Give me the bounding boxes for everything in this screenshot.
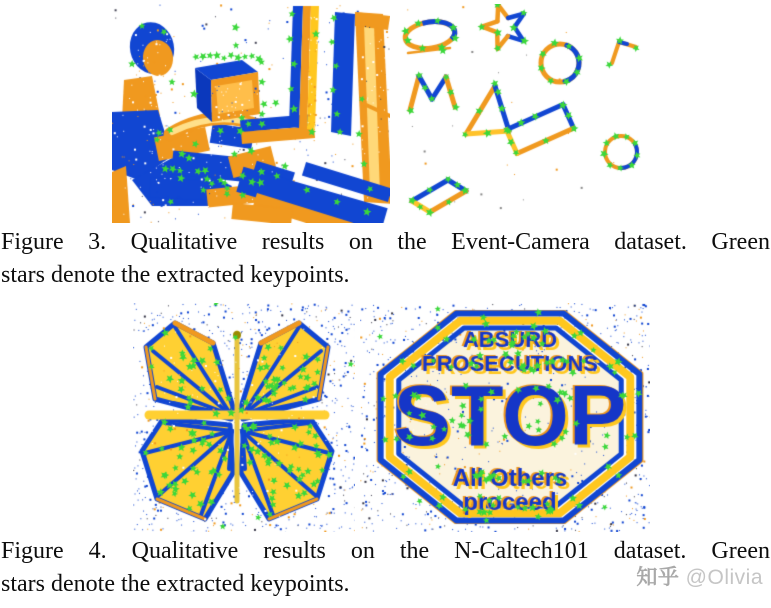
figure4-caption-line1: Figure 4. Qualitative results on the N-Caltech101 dataset. Green bbox=[1, 538, 770, 564]
zhihu-watermark-brand: 知乎 bbox=[636, 566, 680, 589]
figure3-caption-line2: stars denote the extracted keypoints. bbox=[1, 262, 350, 288]
figure4-butterfly-image bbox=[133, 303, 355, 532]
figure3-event-camera-scene-image bbox=[112, 4, 390, 223]
zhihu-watermark-handle: @Olivia bbox=[685, 566, 763, 589]
figure3-event-camera-shapes-image bbox=[398, 4, 660, 223]
figure3-caption bbox=[1, 226, 770, 292]
zhihu-watermark bbox=[636, 561, 763, 591]
figure3-caption-line1: Figure 3. Qualitative results on the Event-Camera dataset. Green bbox=[1, 229, 770, 255]
figure4-stop-sign-image bbox=[360, 303, 650, 532]
figure4-caption-line2: stars denote the extracted keypoints. bbox=[1, 571, 350, 597]
